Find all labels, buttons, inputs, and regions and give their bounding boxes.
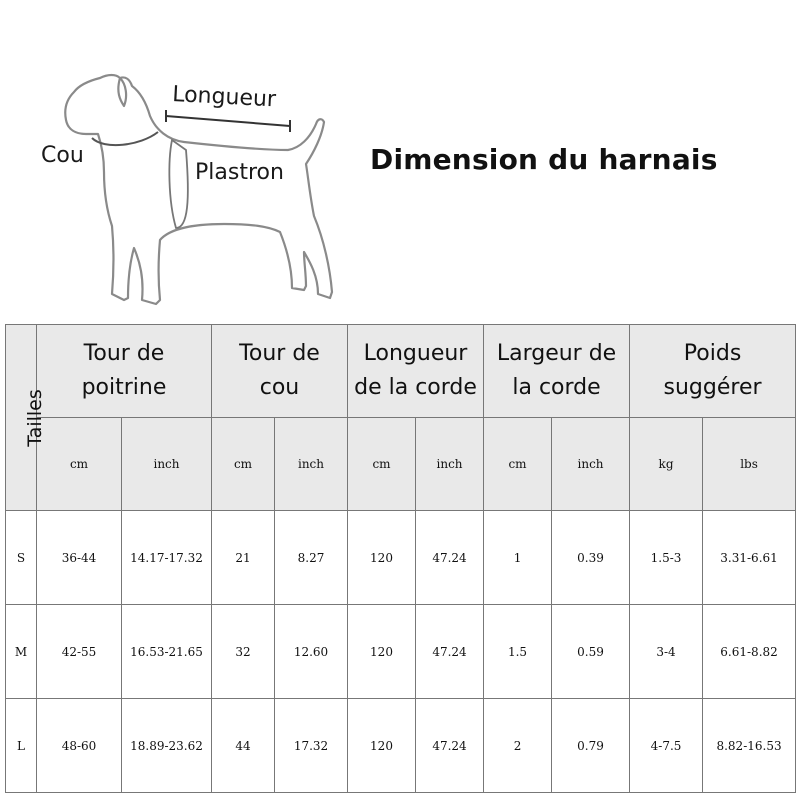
group-header-line1: Longueur xyxy=(363,341,468,366)
group-header-row xyxy=(6,325,796,418)
table-cell: 3.31-6.61 xyxy=(703,511,796,605)
table-cell: 48-60 xyxy=(37,699,122,793)
table-cell: 18.89-23.62 xyxy=(122,699,212,793)
sizes-header: Tailles xyxy=(23,388,46,447)
table-cell: 120 xyxy=(348,699,416,793)
unit-header: inch xyxy=(552,418,630,511)
group-header-rope-length xyxy=(348,325,484,418)
group-header-weight xyxy=(630,325,796,418)
size-chart-table xyxy=(5,324,796,793)
group-header-line1: Tour de xyxy=(239,341,320,366)
table-cell: 1.5-3 xyxy=(630,511,703,605)
unit-header: kg xyxy=(630,418,703,511)
size-label: M xyxy=(6,605,37,699)
table-cell: 16.53-21.65 xyxy=(122,605,212,699)
group-header-line2: poitrine xyxy=(81,375,167,400)
size-rows xyxy=(6,511,796,793)
table-row xyxy=(6,605,796,699)
group-header-line2: cou xyxy=(259,375,300,400)
table-cell: 0.79 xyxy=(552,699,630,793)
neck-label: Cou xyxy=(41,143,84,168)
table-cell: 47.24 xyxy=(416,511,484,605)
table-cell: 120 xyxy=(348,511,416,605)
group-header-line2: suggérer xyxy=(663,375,762,400)
sizes-header-cell xyxy=(6,325,46,511)
unit-header: cm xyxy=(484,418,552,511)
group-header-line1: Largeur de xyxy=(496,341,617,366)
table-cell: 17.32 xyxy=(275,699,348,793)
table-cell: 120 xyxy=(348,605,416,699)
length-label: Longueur xyxy=(171,82,277,113)
unit-header: inch xyxy=(416,418,484,511)
table-row xyxy=(6,511,796,605)
table-cell: 47.24 xyxy=(416,699,484,793)
table-cell: 32 xyxy=(212,605,275,699)
unit-header-row xyxy=(6,418,796,511)
unit-header: cm xyxy=(348,418,416,511)
table-cell: 8.82-16.53 xyxy=(703,699,796,793)
unit-header: inch xyxy=(122,418,212,511)
unit-header: inch xyxy=(275,418,348,511)
table-cell: 6.61-8.82 xyxy=(703,605,796,699)
table-cell: 14.17-17.32 xyxy=(122,511,212,605)
group-header-neck xyxy=(212,325,348,418)
group-header-line2: la corde xyxy=(512,375,601,400)
dog-measurement-diagram xyxy=(0,0,360,320)
group-header-chest xyxy=(37,325,212,418)
table-cell: 0.39 xyxy=(552,511,630,605)
size-label: S xyxy=(6,511,37,605)
table-cell: 1.5 xyxy=(484,605,552,699)
group-header-line1: Tour de xyxy=(83,341,165,366)
table-cell: 2 xyxy=(484,699,552,793)
table-row xyxy=(6,699,796,793)
unit-header: cm xyxy=(37,418,122,511)
unit-header: lbs xyxy=(703,418,796,511)
table-cell: 42-55 xyxy=(37,605,122,699)
unit-header: cm xyxy=(212,418,275,511)
table-cell: 44 xyxy=(212,699,275,793)
group-header-line1: Poids xyxy=(683,341,742,366)
chest-label: Plastron xyxy=(195,160,284,185)
size-label: L xyxy=(6,699,37,793)
table-cell: 3-4 xyxy=(630,605,703,699)
table-cell: 8.27 xyxy=(275,511,348,605)
table-cell: 1 xyxy=(484,511,552,605)
group-header-line2: de la corde xyxy=(354,375,477,400)
table-cell: 47.24 xyxy=(416,605,484,699)
table-cell: 12.60 xyxy=(275,605,348,699)
page-title: Dimension du harnais xyxy=(370,143,718,176)
table-cell: 4-7.5 xyxy=(630,699,703,793)
table-cell: 0.59 xyxy=(552,605,630,699)
table-cell: 21 xyxy=(212,511,275,605)
group-header-rope-width xyxy=(484,325,630,418)
table-cell: 36-44 xyxy=(37,511,122,605)
